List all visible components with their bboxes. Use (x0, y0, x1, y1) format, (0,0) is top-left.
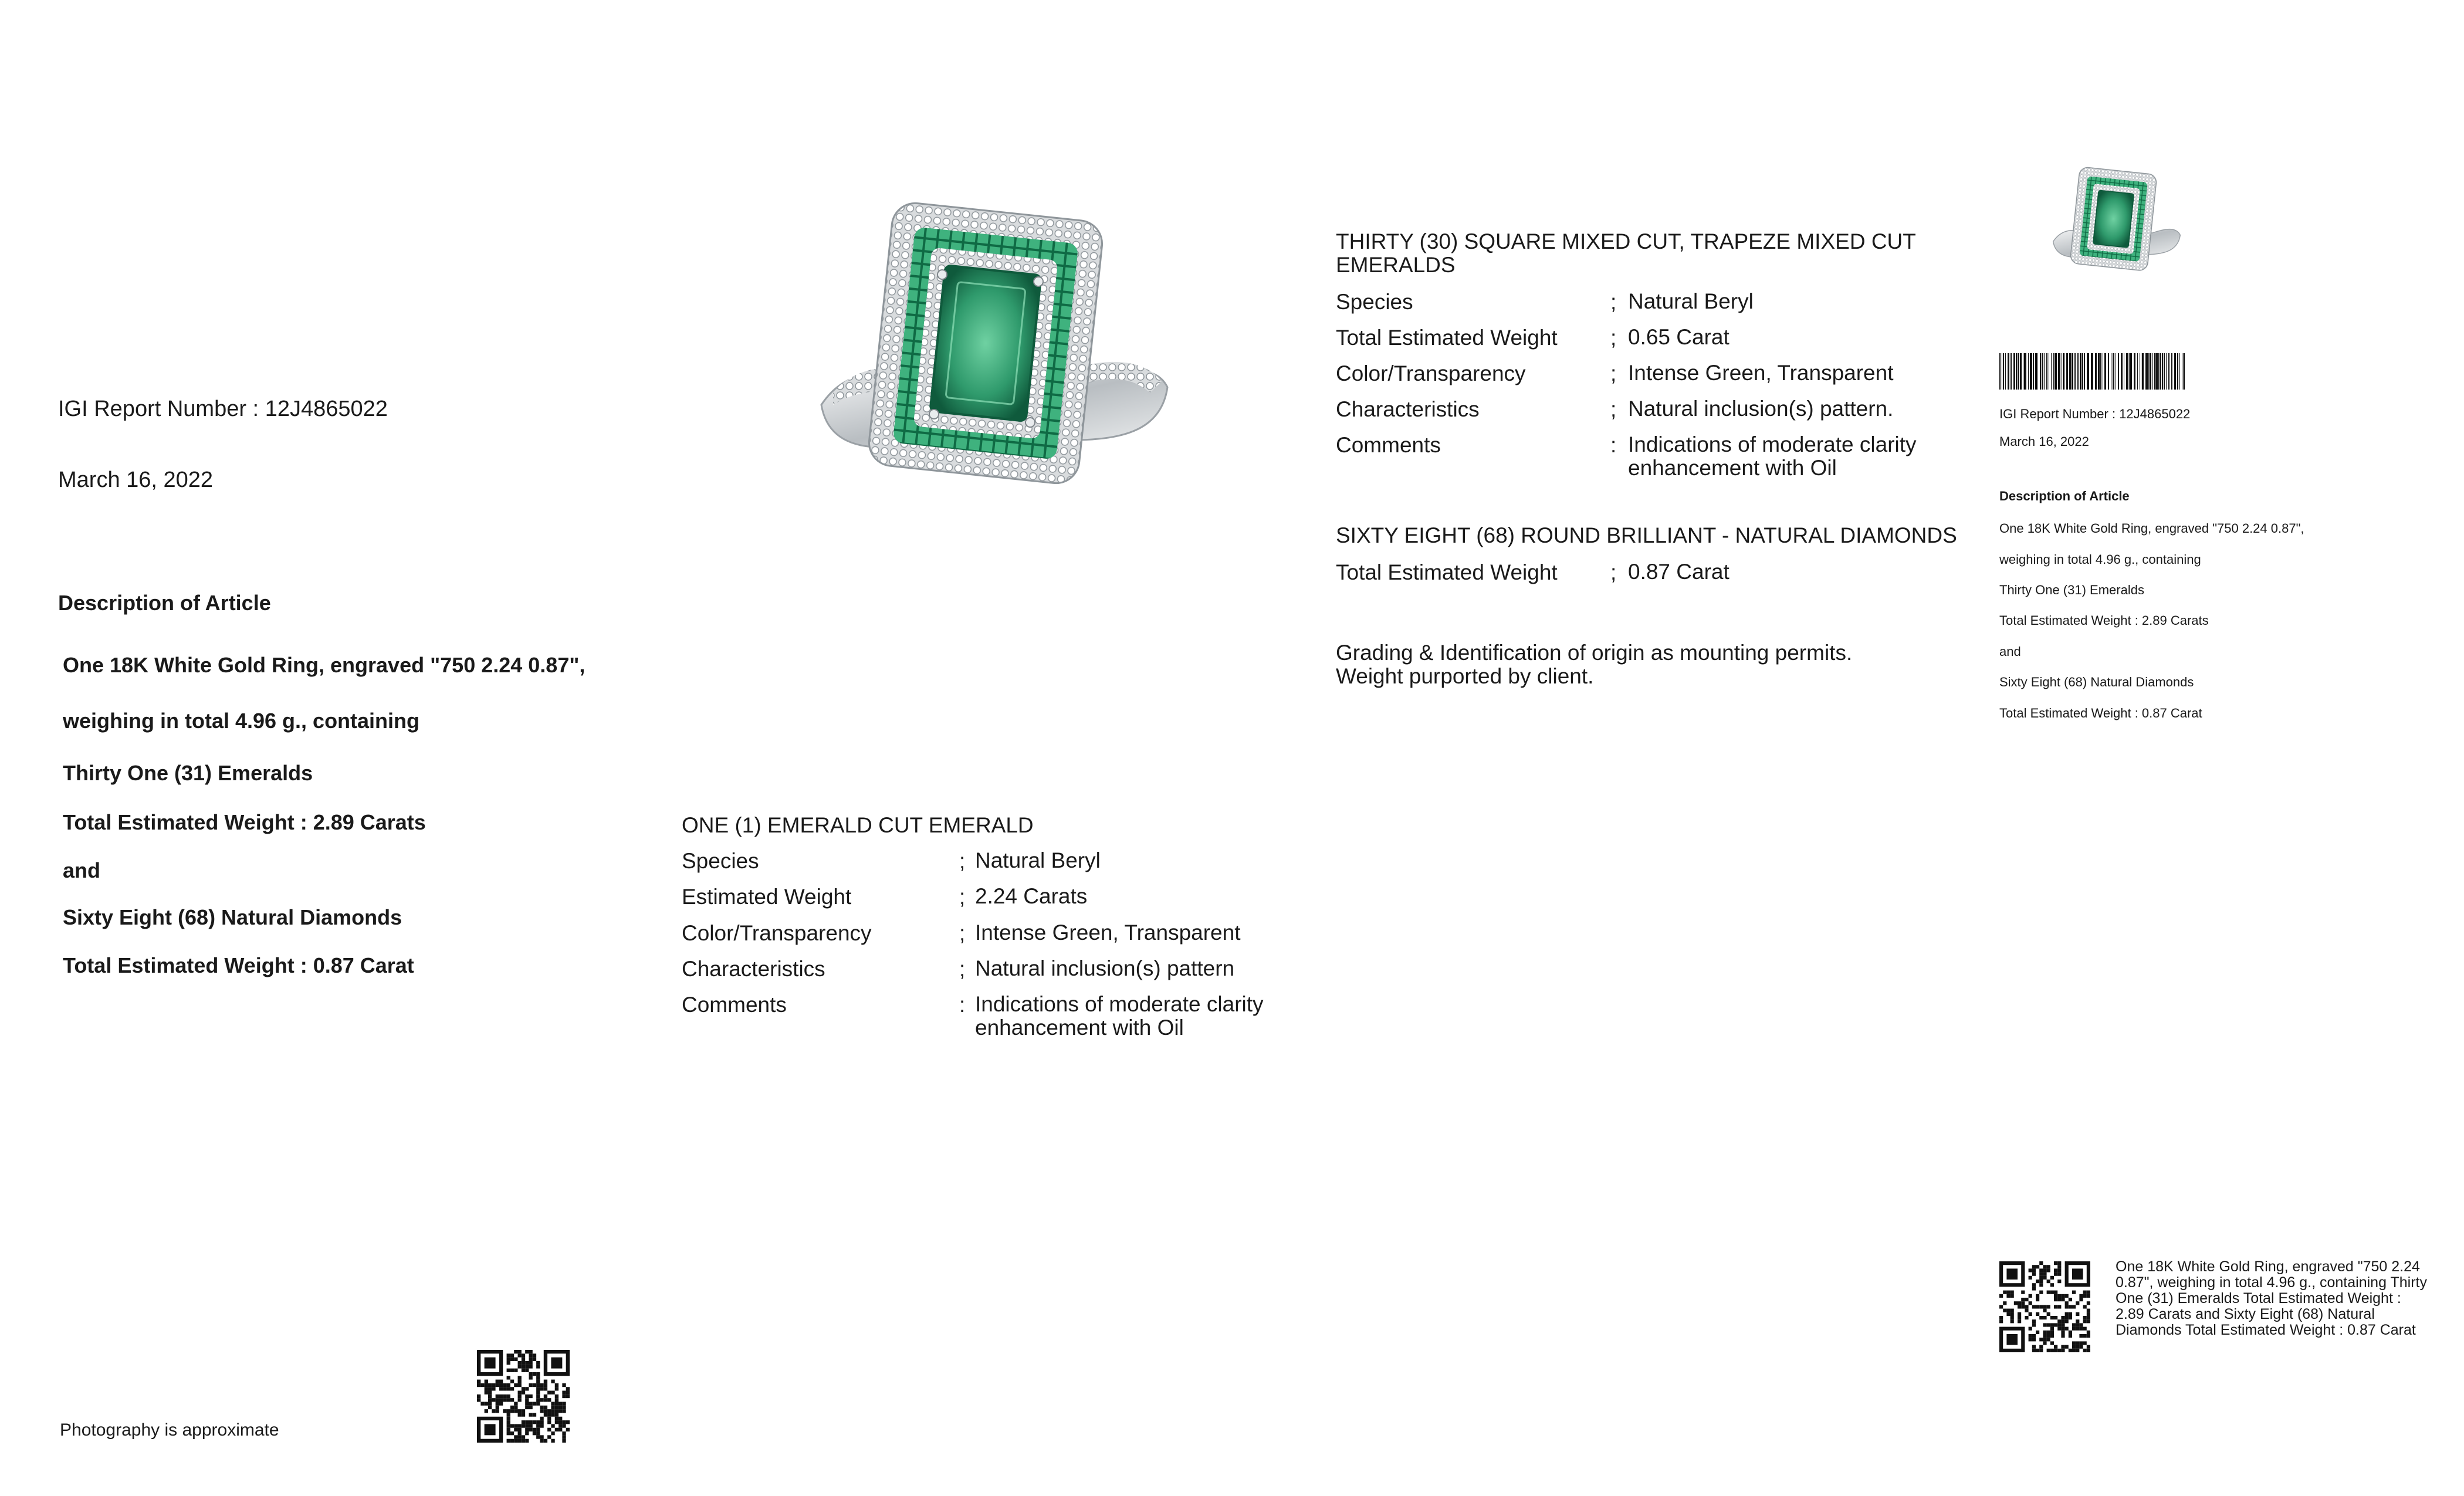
description-line: Total Estimated Weight : 0.87 Carat (63, 953, 414, 977)
row-label: Species (1336, 290, 1413, 314)
card-line: Sixty Eight (68) Natural Diamonds (1999, 675, 2194, 689)
card-date: March 16, 2022 (1999, 434, 2089, 449)
center-row-color (682, 921, 1327, 950)
photo-note: Photography is approximate (60, 1420, 279, 1440)
report-number-line (58, 397, 388, 422)
row-label: Total Estimated Weight (1336, 326, 1558, 350)
row-colon: ; (959, 957, 966, 981)
row-label: Color/Transparency (1336, 361, 1526, 385)
row-value: Natural Beryl (975, 848, 1101, 872)
row-colon: ; (1610, 290, 1617, 314)
row-label: Comments (682, 993, 787, 1017)
row-label: Species (682, 849, 759, 873)
description-line: Total Estimated Weight : 2.89 Carats (63, 810, 426, 834)
ring-thumbnail (2045, 161, 2182, 279)
card-qr-code[interactable] (1999, 1261, 2090, 1352)
row-colon: ; (959, 885, 966, 909)
card-line: and (1999, 644, 2021, 659)
row-value: Natural inclusion(s) pattern. (1628, 397, 1894, 421)
barcode (1999, 353, 2187, 390)
row-label: Estimated Weight (682, 885, 852, 909)
row-value: Intense Green, Transparent (975, 920, 1241, 945)
emerald-row-characteristics (1336, 397, 1981, 427)
card-qr-text: One 18K White Gold Ring, engraved "750 2.24 0.87", weighing in total 4.96 g., containing Thirty One (31) Emeralds Total Estimated Weight : 2.89 Carats and Sixty Eight (68) Natural Diamonds Total Estimated Weight : 0.87 Carat (2116, 1258, 2427, 1338)
emerald-row-species (1336, 290, 1981, 319)
emerald-row-comments (1336, 433, 1981, 492)
diamonds-title: SIXTY EIGHT (68) ROUND BRILLIANT - NATURAL DIAMONDS (1336, 523, 1957, 547)
row-label: Characteristics (682, 957, 825, 981)
report-date: March 16, 2022 (58, 468, 214, 492)
row-value: 0.65 Carat (1628, 325, 1729, 349)
row-value: Natural inclusion(s) pattern (975, 956, 1235, 980)
center-row-comments (682, 993, 1327, 1051)
row-value: Indications of moderate clarity enhancement with Oil (1628, 432, 1917, 480)
diamond-row-weight (1336, 560, 1981, 590)
card-line: Total Estimated Weight : 0.87 Carat (1999, 706, 2202, 720)
qr-code[interactable] (477, 1350, 570, 1443)
description-line: weighing in total 4.96 g., containing (63, 709, 420, 733)
row-value: Natural Beryl (1628, 289, 1754, 313)
row-label: Characteristics (1336, 397, 1480, 421)
row-colon: : (959, 993, 966, 1017)
card-description-heading: Description of Article (1999, 489, 2130, 503)
description-line: Thirty One (31) Emeralds (63, 761, 313, 785)
row-colon: ; (1610, 361, 1617, 385)
emerald-row-color (1336, 361, 1981, 391)
description-line: and (63, 858, 101, 882)
center-row-characteristics (682, 957, 1327, 986)
description-line: One 18K White Gold Ring, engraved "750 2.24 0.87", (63, 653, 585, 677)
card-line: Total Estimated Weight : 2.89 Carats (1999, 613, 2209, 628)
emeralds-title: THIRTY (30) SQUARE MIXED CUT, TRAPEZE MIXED CUT EMERALDS (1336, 229, 1916, 277)
row-value: Indications of moderate clarity enhancement with Oil (975, 992, 1264, 1040)
row-value: 0.87 Carat (1628, 560, 1729, 584)
report-number-value: 12J4865022 (265, 397, 388, 421)
center-row-species (682, 849, 1327, 878)
row-colon: ; (959, 921, 966, 945)
row-label: Total Estimated Weight (1336, 560, 1558, 584)
card-report-number: IGI Report Number : 12J4865022 (1999, 407, 2191, 421)
row-colon: ; (1610, 560, 1617, 584)
card-line: Thirty One (31) Emeralds (1999, 583, 2144, 597)
row-colon: : (1610, 433, 1617, 457)
description-heading: Description of Article (58, 591, 271, 615)
center-row-weight (682, 885, 1327, 914)
ring-photo (798, 194, 1173, 499)
row-colon: ; (959, 849, 966, 873)
row-value: Intense Green, Transparent (1628, 361, 1894, 385)
report-number-label: IGI Report Number : (58, 397, 259, 421)
grading-note: Grading & Identification of origin as mounting permits. Weight purported by client. (1336, 641, 1853, 688)
row-colon: ; (1610, 397, 1617, 421)
card-line: weighing in total 4.96 g., containing (1999, 552, 2201, 567)
row-label: Color/Transparency (682, 921, 872, 945)
description-line: Sixty Eight (68) Natural Diamonds (63, 905, 402, 929)
emerald-row-weight (1336, 326, 1981, 355)
row-value: 2.24 Carats (975, 884, 1088, 908)
row-colon: ; (1610, 326, 1617, 350)
row-label: Comments (1336, 433, 1441, 457)
card-line: One 18K White Gold Ring, engraved "750 2.24 0.87", (1999, 521, 2304, 536)
center-stone-title: ONE (1) EMERALD CUT EMERALD (682, 813, 1034, 837)
